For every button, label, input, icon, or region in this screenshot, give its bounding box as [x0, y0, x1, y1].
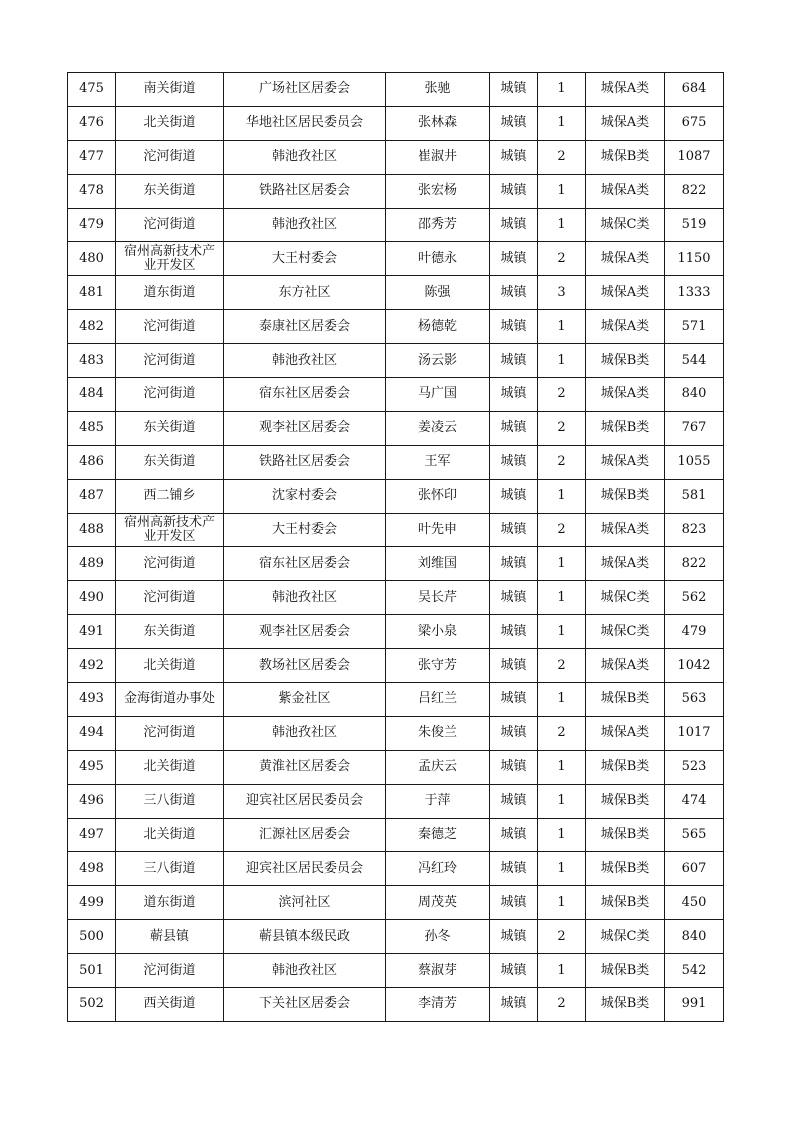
community-cell: 滨河社区	[224, 886, 386, 920]
household-size-cell: 1	[538, 886, 586, 920]
community-cell: 韩池孜社区	[224, 208, 386, 242]
serial-number-cell: 476	[68, 106, 116, 140]
table-row	[68, 73, 724, 107]
community-cell: 大王村委会	[224, 513, 386, 547]
amount-cell: 822	[665, 547, 724, 581]
amount-cell: 607	[665, 852, 724, 886]
area-type-cell: 城镇	[490, 378, 538, 412]
amount-cell: 1055	[665, 445, 724, 479]
category-cell: 城保A类	[586, 276, 665, 310]
street-cell: 西关街道	[116, 988, 224, 1022]
table-row	[68, 276, 724, 310]
category-cell: 城保B类	[586, 886, 665, 920]
name-cell: 汤云影	[386, 344, 490, 378]
category-cell: 城保B类	[586, 818, 665, 852]
category-cell: 城保A类	[586, 513, 665, 547]
area-type-cell: 城镇	[490, 852, 538, 886]
serial-number-cell: 494	[68, 716, 116, 750]
amount-cell: 542	[665, 954, 724, 988]
category-cell: 城保A类	[586, 106, 665, 140]
area-type-cell: 城镇	[490, 886, 538, 920]
amount-cell: 1333	[665, 276, 724, 310]
community-cell: 韩池孜社区	[224, 344, 386, 378]
table-row	[68, 106, 724, 140]
table-row	[68, 378, 724, 412]
category-cell: 城保A类	[586, 445, 665, 479]
category-cell: 城保B类	[586, 852, 665, 886]
name-cell: 于萍	[386, 784, 490, 818]
table-row	[68, 581, 724, 615]
category-cell: 城保A类	[586, 73, 665, 107]
category-cell: 城保A类	[586, 242, 665, 276]
name-cell: 冯红玲	[386, 852, 490, 886]
name-cell: 朱俊兰	[386, 716, 490, 750]
household-size-cell: 1	[538, 174, 586, 208]
name-cell: 李清芳	[386, 988, 490, 1022]
serial-number-cell: 486	[68, 445, 116, 479]
street-cell: 东关街道	[116, 174, 224, 208]
community-cell: 观李社区居委会	[224, 615, 386, 649]
area-type-cell: 城镇	[490, 581, 538, 615]
serial-number-cell: 497	[68, 818, 116, 852]
household-size-cell: 2	[538, 378, 586, 412]
area-type-cell: 城镇	[490, 547, 538, 581]
name-cell: 孟庆云	[386, 750, 490, 784]
amount-cell: 1042	[665, 649, 724, 683]
amount-cell: 581	[665, 479, 724, 513]
amount-cell: 684	[665, 73, 724, 107]
area-type-cell: 城镇	[490, 140, 538, 174]
household-size-cell: 1	[538, 479, 586, 513]
serial-number-cell: 481	[68, 276, 116, 310]
category-cell: 城保A类	[586, 547, 665, 581]
table-row	[68, 174, 724, 208]
name-cell: 杨德乾	[386, 310, 490, 344]
household-size-cell: 2	[538, 411, 586, 445]
name-cell: 吴长芹	[386, 581, 490, 615]
name-cell: 梁小泉	[386, 615, 490, 649]
serial-number-cell: 480	[68, 242, 116, 276]
household-size-cell: 1	[538, 683, 586, 717]
name-cell: 张驰	[386, 73, 490, 107]
amount-cell: 450	[665, 886, 724, 920]
area-type-cell: 城镇	[490, 649, 538, 683]
serial-number-cell: 500	[68, 920, 116, 954]
table-row	[68, 750, 724, 784]
street-cell: 沱河街道	[116, 954, 224, 988]
category-cell: 城保A类	[586, 310, 665, 344]
community-cell: 华地社区居民委员会	[224, 106, 386, 140]
category-cell: 城保A类	[586, 649, 665, 683]
community-cell: 蕲县镇本级民政	[224, 920, 386, 954]
area-type-cell: 城镇	[490, 920, 538, 954]
street-cell: 东关街道	[116, 445, 224, 479]
table-row	[68, 310, 724, 344]
community-cell: 大王村委会	[224, 242, 386, 276]
category-cell: 城保C类	[586, 208, 665, 242]
serial-number-cell: 493	[68, 683, 116, 717]
household-size-cell: 1	[538, 954, 586, 988]
street-cell: 东关街道	[116, 615, 224, 649]
household-size-cell: 3	[538, 276, 586, 310]
amount-cell: 840	[665, 920, 724, 954]
household-size-cell: 1	[538, 615, 586, 649]
category-cell: 城保A类	[586, 174, 665, 208]
amount-cell: 544	[665, 344, 724, 378]
community-cell: 宿东社区居委会	[224, 547, 386, 581]
area-type-cell: 城镇	[490, 344, 538, 378]
name-cell: 蔡淑芽	[386, 954, 490, 988]
beneficiary-table	[67, 72, 724, 1022]
household-size-cell: 2	[538, 445, 586, 479]
area-type-cell: 城镇	[490, 988, 538, 1022]
amount-cell: 822	[665, 174, 724, 208]
amount-cell: 562	[665, 581, 724, 615]
amount-cell: 823	[665, 513, 724, 547]
amount-cell: 571	[665, 310, 724, 344]
street-cell: 北关街道	[116, 750, 224, 784]
household-size-cell: 2	[538, 242, 586, 276]
area-type-cell: 城镇	[490, 683, 538, 717]
table-row	[68, 140, 724, 174]
street-cell: 东关街道	[116, 411, 224, 445]
name-cell: 陈强	[386, 276, 490, 310]
area-type-cell: 城镇	[490, 445, 538, 479]
community-cell: 铁路社区居委会	[224, 174, 386, 208]
category-cell: 城保A类	[586, 716, 665, 750]
serial-number-cell: 498	[68, 852, 116, 886]
name-cell: 邵秀芳	[386, 208, 490, 242]
community-cell: 东方社区	[224, 276, 386, 310]
household-size-cell: 1	[538, 73, 586, 107]
table-row	[68, 649, 724, 683]
area-type-cell: 城镇	[490, 615, 538, 649]
serial-number-cell: 487	[68, 479, 116, 513]
area-type-cell: 城镇	[490, 73, 538, 107]
area-type-cell: 城镇	[490, 750, 538, 784]
street-cell: 金海街道办事处	[116, 683, 224, 717]
community-cell: 黄淮社区居委会	[224, 750, 386, 784]
area-type-cell: 城镇	[490, 106, 538, 140]
serial-number-cell: 492	[68, 649, 116, 683]
table-row	[68, 479, 724, 513]
table-row	[68, 818, 724, 852]
table-row	[68, 988, 724, 1022]
name-cell: 叶先申	[386, 513, 490, 547]
street-cell: 沱河街道	[116, 378, 224, 412]
amount-cell: 840	[665, 378, 724, 412]
street-cell: 宿州高新技术产业开发区	[116, 513, 224, 547]
name-cell: 周茂英	[386, 886, 490, 920]
amount-cell: 519	[665, 208, 724, 242]
street-cell: 沱河街道	[116, 547, 224, 581]
table-row	[68, 547, 724, 581]
street-cell: 三八街道	[116, 784, 224, 818]
street-cell: 沱河街道	[116, 310, 224, 344]
community-cell: 教场社区居委会	[224, 649, 386, 683]
area-type-cell: 城镇	[490, 818, 538, 852]
household-size-cell: 2	[538, 920, 586, 954]
name-cell: 吕红兰	[386, 683, 490, 717]
table-row	[68, 615, 724, 649]
serial-number-cell: 501	[68, 954, 116, 988]
amount-cell: 767	[665, 411, 724, 445]
table-row	[68, 852, 724, 886]
area-type-cell: 城镇	[490, 411, 538, 445]
area-type-cell: 城镇	[490, 784, 538, 818]
area-type-cell: 城镇	[490, 479, 538, 513]
amount-cell: 474	[665, 784, 724, 818]
community-cell: 下关社区居委会	[224, 988, 386, 1022]
area-type-cell: 城镇	[490, 174, 538, 208]
street-cell: 沱河街道	[116, 208, 224, 242]
category-cell: 城保B类	[586, 954, 665, 988]
area-type-cell: 城镇	[490, 242, 538, 276]
serial-number-cell: 475	[68, 73, 116, 107]
serial-number-cell: 478	[68, 174, 116, 208]
street-cell: 北关街道	[116, 106, 224, 140]
area-type-cell: 城镇	[490, 716, 538, 750]
serial-number-cell: 483	[68, 344, 116, 378]
name-cell: 王军	[386, 445, 490, 479]
category-cell: 城保B类	[586, 344, 665, 378]
street-cell: 沱河街道	[116, 344, 224, 378]
table-row	[68, 954, 724, 988]
household-size-cell: 1	[538, 547, 586, 581]
name-cell: 秦德芝	[386, 818, 490, 852]
serial-number-cell: 479	[68, 208, 116, 242]
serial-number-cell: 489	[68, 547, 116, 581]
category-cell: 城保B类	[586, 988, 665, 1022]
household-size-cell: 1	[538, 344, 586, 378]
household-size-cell: 2	[538, 513, 586, 547]
street-cell: 北关街道	[116, 649, 224, 683]
table-row	[68, 683, 724, 717]
household-size-cell: 1	[538, 310, 586, 344]
table-body	[68, 73, 724, 1022]
street-cell: 西二铺乡	[116, 479, 224, 513]
name-cell: 张怀印	[386, 479, 490, 513]
street-cell: 蕲县镇	[116, 920, 224, 954]
amount-cell: 675	[665, 106, 724, 140]
amount-cell: 565	[665, 818, 724, 852]
amount-cell: 991	[665, 988, 724, 1022]
area-type-cell: 城镇	[490, 954, 538, 988]
community-cell: 沈家村委会	[224, 479, 386, 513]
table-row	[68, 920, 724, 954]
category-cell: 城保B类	[586, 140, 665, 174]
community-cell: 宿东社区居委会	[224, 378, 386, 412]
amount-cell: 479	[665, 615, 724, 649]
area-type-cell: 城镇	[490, 310, 538, 344]
name-cell: 张林森	[386, 106, 490, 140]
category-cell: 城保B类	[586, 750, 665, 784]
community-cell: 韩池孜社区	[224, 140, 386, 174]
serial-number-cell: 488	[68, 513, 116, 547]
household-size-cell: 1	[538, 750, 586, 784]
serial-number-cell: 477	[68, 140, 116, 174]
community-cell: 泰康社区居委会	[224, 310, 386, 344]
category-cell: 城保B类	[586, 683, 665, 717]
table-row	[68, 445, 724, 479]
table-row	[68, 784, 724, 818]
category-cell: 城保B类	[586, 479, 665, 513]
household-size-cell: 2	[538, 988, 586, 1022]
community-cell: 铁路社区居委会	[224, 445, 386, 479]
serial-number-cell: 485	[68, 411, 116, 445]
serial-number-cell: 496	[68, 784, 116, 818]
amount-cell: 523	[665, 750, 724, 784]
amount-cell: 563	[665, 683, 724, 717]
serial-number-cell: 495	[68, 750, 116, 784]
serial-number-cell: 499	[68, 886, 116, 920]
area-type-cell: 城镇	[490, 513, 538, 547]
category-cell: 城保B类	[586, 411, 665, 445]
street-cell: 宿州高新技术产业开发区	[116, 242, 224, 276]
household-size-cell: 2	[538, 716, 586, 750]
category-cell: 城保B类	[586, 784, 665, 818]
serial-number-cell: 490	[68, 581, 116, 615]
name-cell: 张守芳	[386, 649, 490, 683]
community-cell: 韩池孜社区	[224, 716, 386, 750]
category-cell: 城保A类	[586, 378, 665, 412]
serial-number-cell: 484	[68, 378, 116, 412]
name-cell: 叶德永	[386, 242, 490, 276]
household-size-cell: 1	[538, 208, 586, 242]
name-cell: 张宏杨	[386, 174, 490, 208]
name-cell: 刘维国	[386, 547, 490, 581]
street-cell: 道东街道	[116, 886, 224, 920]
name-cell: 崔淑井	[386, 140, 490, 174]
street-cell: 沱河街道	[116, 716, 224, 750]
household-size-cell: 1	[538, 818, 586, 852]
street-cell: 北关街道	[116, 818, 224, 852]
community-cell: 韩池孜社区	[224, 954, 386, 988]
area-type-cell: 城镇	[490, 276, 538, 310]
name-cell: 孙冬	[386, 920, 490, 954]
table-row	[68, 513, 724, 547]
community-cell: 广场社区居委会	[224, 73, 386, 107]
street-cell: 沱河街道	[116, 581, 224, 615]
street-cell: 沱河街道	[116, 140, 224, 174]
household-size-cell: 2	[538, 649, 586, 683]
name-cell: 马广国	[386, 378, 490, 412]
category-cell: 城保C类	[586, 615, 665, 649]
serial-number-cell: 491	[68, 615, 116, 649]
community-cell: 汇源社区居委会	[224, 818, 386, 852]
household-size-cell: 1	[538, 581, 586, 615]
household-size-cell: 1	[538, 106, 586, 140]
street-cell: 道东街道	[116, 276, 224, 310]
table-row	[68, 208, 724, 242]
street-cell: 三八街道	[116, 852, 224, 886]
category-cell: 城保C类	[586, 920, 665, 954]
serial-number-cell: 502	[68, 988, 116, 1022]
serial-number-cell: 482	[68, 310, 116, 344]
household-size-cell: 2	[538, 140, 586, 174]
street-cell: 南关街道	[116, 73, 224, 107]
community-cell: 迎宾社区居民委员会	[224, 784, 386, 818]
name-cell: 姜凌云	[386, 411, 490, 445]
amount-cell: 1087	[665, 140, 724, 174]
amount-cell: 1017	[665, 716, 724, 750]
category-cell: 城保C类	[586, 581, 665, 615]
community-cell: 韩池孜社区	[224, 581, 386, 615]
household-size-cell: 1	[538, 784, 586, 818]
amount-cell: 1150	[665, 242, 724, 276]
community-cell: 紫金社区	[224, 683, 386, 717]
area-type-cell: 城镇	[490, 208, 538, 242]
table-row	[68, 242, 724, 276]
table-row	[68, 716, 724, 750]
table-row	[68, 411, 724, 445]
table-row	[68, 886, 724, 920]
community-cell: 观李社区居委会	[224, 411, 386, 445]
community-cell: 迎宾社区居民委员会	[224, 852, 386, 886]
table-row	[68, 344, 724, 378]
household-size-cell: 1	[538, 852, 586, 886]
